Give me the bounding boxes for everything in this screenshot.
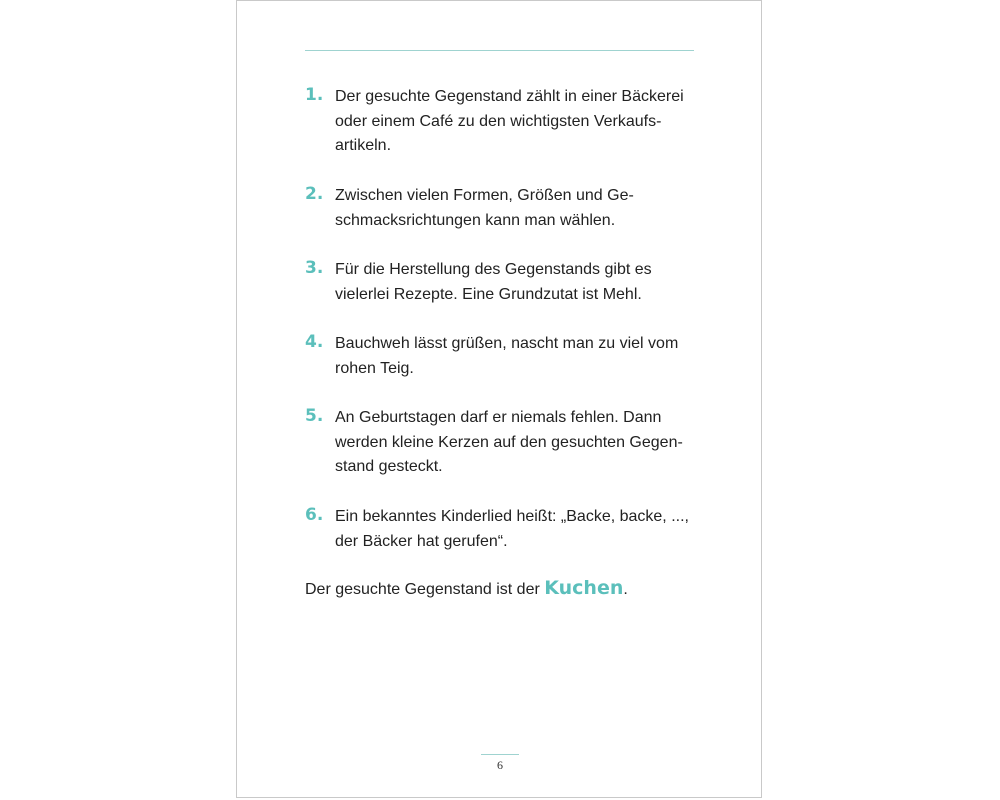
clue-text	[335, 406, 705, 480]
clue-number: 2.	[305, 184, 324, 204]
clue-number: 4.	[305, 332, 324, 352]
answer-sentence	[305, 576, 628, 602]
clue-text	[335, 85, 705, 159]
clue-number: 6.	[305, 505, 324, 525]
clue-line: Zwischen vielen Formen, Größen und Ge-	[335, 187, 634, 204]
clue-line: Bauchweh lässt grüßen, nascht man zu viel vom	[335, 335, 679, 352]
clue-line: vielerlei Rezepte. Eine Grundzutat ist Mehl.	[335, 285, 642, 303]
page-number: 6	[497, 758, 503, 772]
clue-text	[335, 505, 705, 554]
clue-text	[335, 332, 705, 381]
clue-line: rohen Teig.	[335, 359, 414, 377]
top-divider	[305, 50, 694, 51]
clue-line: Der gesuchte Gegenstand zählt in einer Bäckerei	[335, 88, 684, 105]
clue-line: Für die Herstellung des Gegenstands gibt es	[335, 261, 652, 278]
answer-prefix: Der gesuchte Gegenstand ist der	[305, 581, 545, 598]
footer-divider	[481, 754, 519, 755]
answer-suffix: .	[623, 581, 628, 598]
clue-line: stand gesteckt.	[335, 458, 443, 475]
book-page	[236, 0, 762, 798]
answer-word: Kuchen	[544, 577, 624, 599]
clue-number: 5.	[305, 406, 324, 426]
clue-line: werden kleine Kerzen auf den gesuchten Gegen-	[335, 433, 683, 451]
clue-line: Ein bekanntes Kinderlied heißt: „Backe, backe, ...,	[335, 508, 689, 525]
clue-line: oder einem Café zu den wichtigsten Verkaufs-	[335, 112, 662, 130]
clue-line: schmacksrichtungen kann man wählen.	[335, 211, 616, 229]
clue-number: 3.	[305, 258, 324, 278]
clue-text	[335, 184, 705, 233]
clue-line: artikeln.	[335, 137, 392, 154]
clue-text	[335, 258, 705, 307]
clue-line: An Geburtstagen darf er niemals fehlen. Dann	[335, 409, 662, 426]
clue-line: der Bäcker hat gerufen“.	[335, 532, 508, 550]
clue-number: 1.	[305, 85, 324, 105]
